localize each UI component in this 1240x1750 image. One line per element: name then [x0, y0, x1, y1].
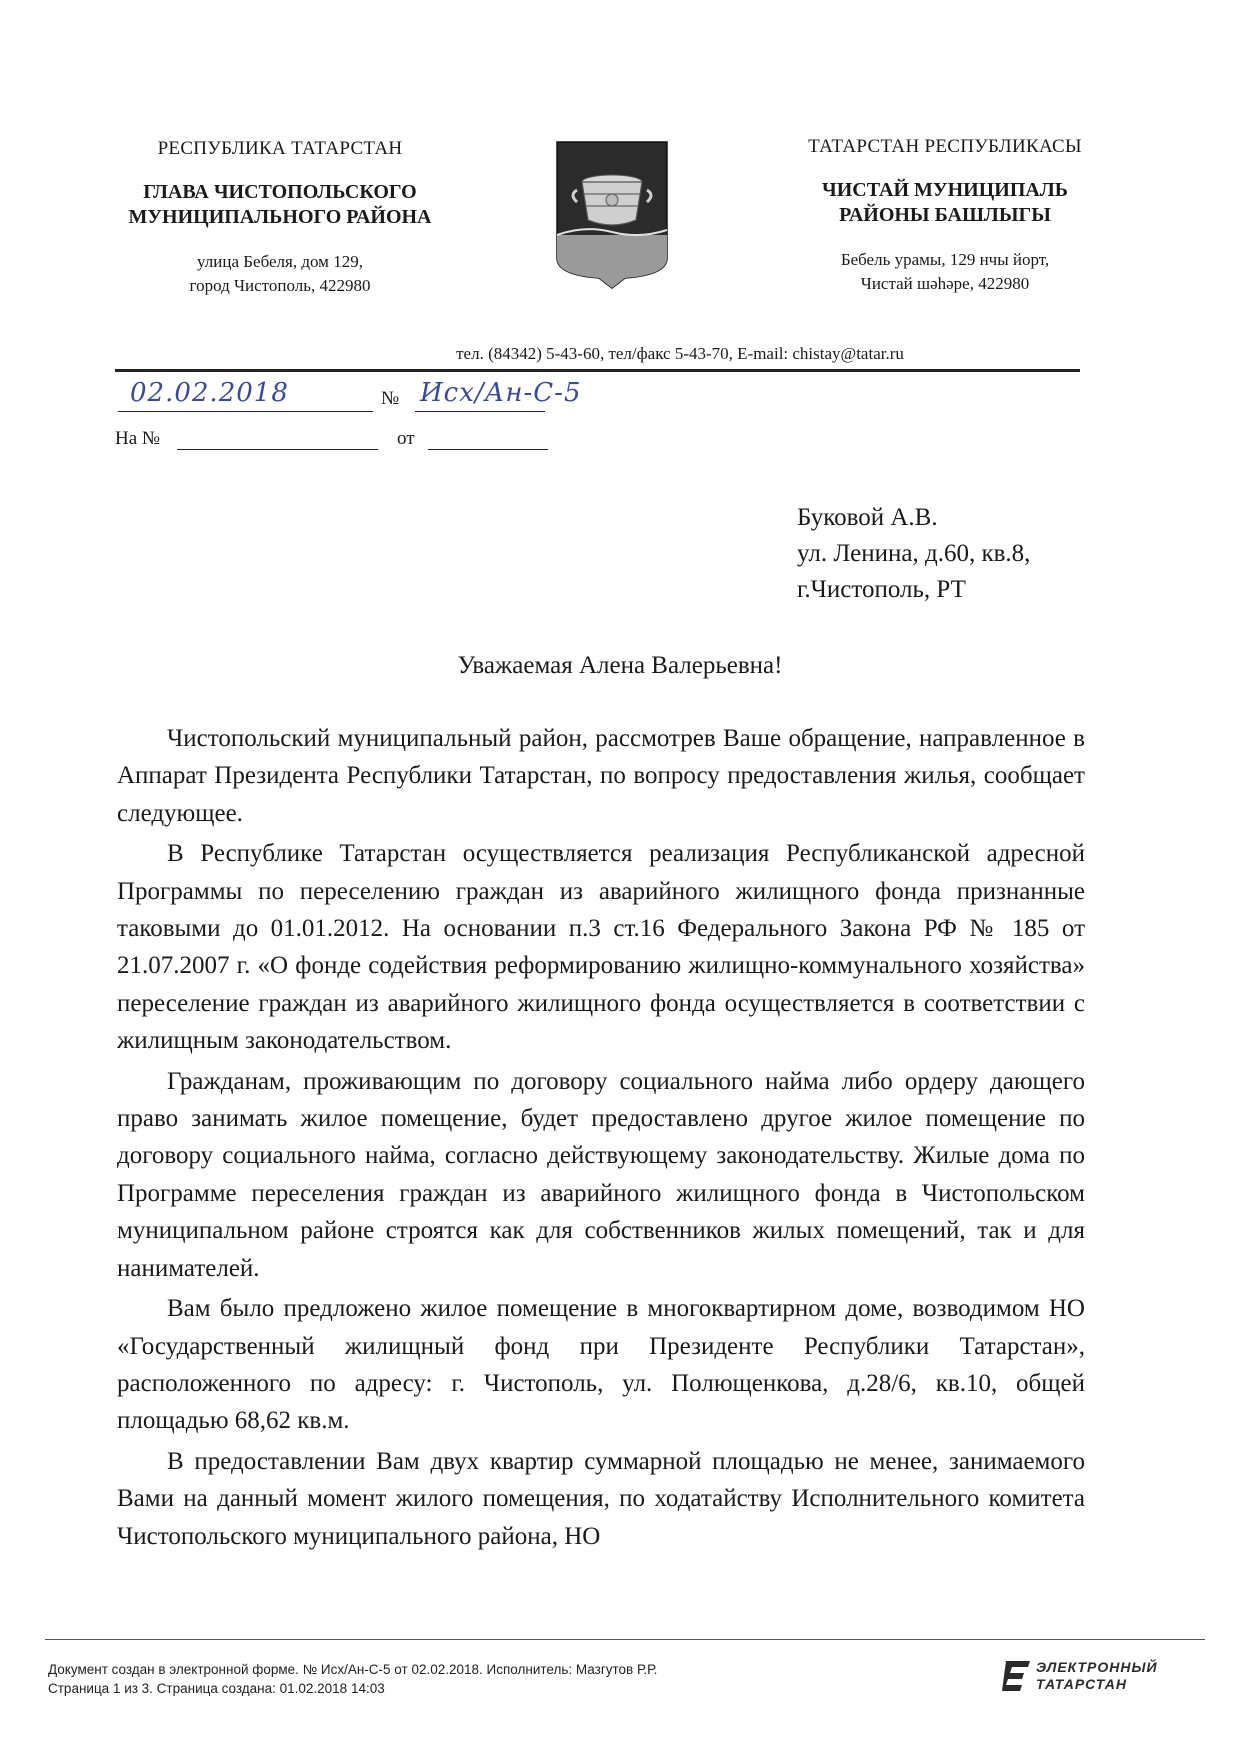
header-left-address: [100, 250, 460, 298]
paragraph-2: В Республике Татарстан осуществляется реализация Республиканской адресной Программы по переселению граждан из аварийного жилищного фонда признанные таковыми до 01.01.2012. На основании п.3 ст.16 Федерального Закона РФ № 185 от 21.07.2007 г. «О фонде содействия реформированию жилищно-коммунального хозяйства» переселение граждан из аварийного жилищного фонда осуществляется в соответствии с жилищным законодательством.: [117, 840, 1085, 1055]
reference-line: [177, 424, 378, 450]
coat-of-arms-icon: [555, 140, 669, 290]
header-left-title-line2: МУНИЦИПАЛЬНОГО РАЙОНА: [128, 206, 432, 228]
handwritten-date: 02.02.2018: [130, 378, 289, 408]
salutation: Уважаемая Алена Валерьевна!: [457, 652, 783, 679]
header-divider: [115, 369, 1080, 372]
from-line: [428, 424, 548, 450]
header-left-address-line1: улица Бебеля, дом 129,: [197, 252, 363, 271]
header-left-title: [100, 180, 460, 230]
footer-page-line: Страница 1 из 3. Страница создана: 01.02.2018 14:03: [48, 1681, 385, 1696]
header-contacts-text: тел. (84342) 5-43-60, тел/факс 5-43-70, E-mail: chistay@tatar.ru: [456, 344, 904, 363]
header-left-address-line2: город Чистополь, 422980: [189, 276, 371, 295]
reference-label: На №: [115, 428, 161, 449]
header-left-republic: РЕСПУБЛИКА ТАТАРСТАН: [157, 138, 403, 159]
number-label: №: [381, 388, 400, 409]
footer-info: [48, 1660, 657, 1698]
recipient-city: г.Чистополь, РТ: [797, 576, 966, 603]
header-contacts: [0, 344, 1240, 364]
electronic-tatarstan-logo: [1000, 1655, 1165, 1695]
letter-body: [117, 720, 1085, 1558]
recipient-block: [797, 500, 1030, 608]
header-right-address-line2: Чистай шәһәре, 422980: [860, 274, 1030, 293]
header-right-title-line2: РАЙОНЫ БАШЛЫГЫ: [839, 204, 1051, 226]
handwritten-number: Исх/Ан-С-5: [420, 378, 582, 408]
header-left-block: [100, 138, 460, 298]
recipient-name: Буковой А.В.: [797, 504, 938, 531]
header-right-title: [760, 178, 1130, 228]
logo-mark-icon: [1002, 1661, 1030, 1691]
footer-document-line: Документ создан в электронной форме. № Исх/Ан-С-5 от 02.02.2018. Исполнитель: Мазгутов Р.Р.: [48, 1662, 658, 1677]
logo-line2: ТАТАРСТАН: [1036, 1676, 1127, 1692]
paragraph-3: Гражданам, проживающим по договору социального найма либо ордеру дающего право занимать жилое помещение, будет предоставлено другое жилое помещение по договору социального найма, согласно действующему законодательству. Жилые дома по Программе переселения граждан из аварийного жилищного фонда в Чистопольском муниципальном районе строятся как для собственников жилых помещений, так и для нанимателей.: [117, 1067, 1085, 1282]
paragraph-5: В предоставлении Вам двух квартир суммарной площадью не менее, занимаемого Вами на данный момент жилого помещения, по ходатайству Исполнительного комитета Чистопольского муниципального района, НО: [117, 1447, 1085, 1550]
header-right-title-line1: ЧИСТАЙ МУНИЦИПАЛЬ: [822, 179, 1068, 201]
paragraph-4: Вам было предложено жилое помещение в многоквартирном доме, возводимом НО «Государственный жилищный фонд при Президенте Республики Татарстан», расположенного по адресу: г. Чистополь, ул. Полющенкова, д.28/6, кв.10, общей площадью 68,62 кв.м.: [117, 1295, 1085, 1435]
logo-line1: ЭЛЕКТРОННЫЙ: [1036, 1659, 1158, 1675]
recipient-street: ул. Ленина, д.60, кв.8,: [797, 540, 1031, 567]
header-right-block: [760, 136, 1130, 296]
header-right-address-line1: Бебель урамы, 129 нчы йорт,: [840, 250, 1050, 269]
paragraph-1: Чистопольский муниципальный район, рассмотрев Ваше обращение, направленное в Аппарат Президента Республики Татарстан, по вопросу предоставления жилья, сообщает следующее.: [117, 725, 1085, 827]
header-left-title-line1: ГЛАВА ЧИСТОПОЛЬСКОГО: [143, 181, 417, 203]
from-label: от: [397, 428, 415, 449]
header-right-republic: ТАТАРСТАН РЕСПУБЛИКАСЫ: [808, 136, 1082, 157]
header-right-address: [760, 248, 1130, 296]
footer-divider: [45, 1639, 1205, 1640]
